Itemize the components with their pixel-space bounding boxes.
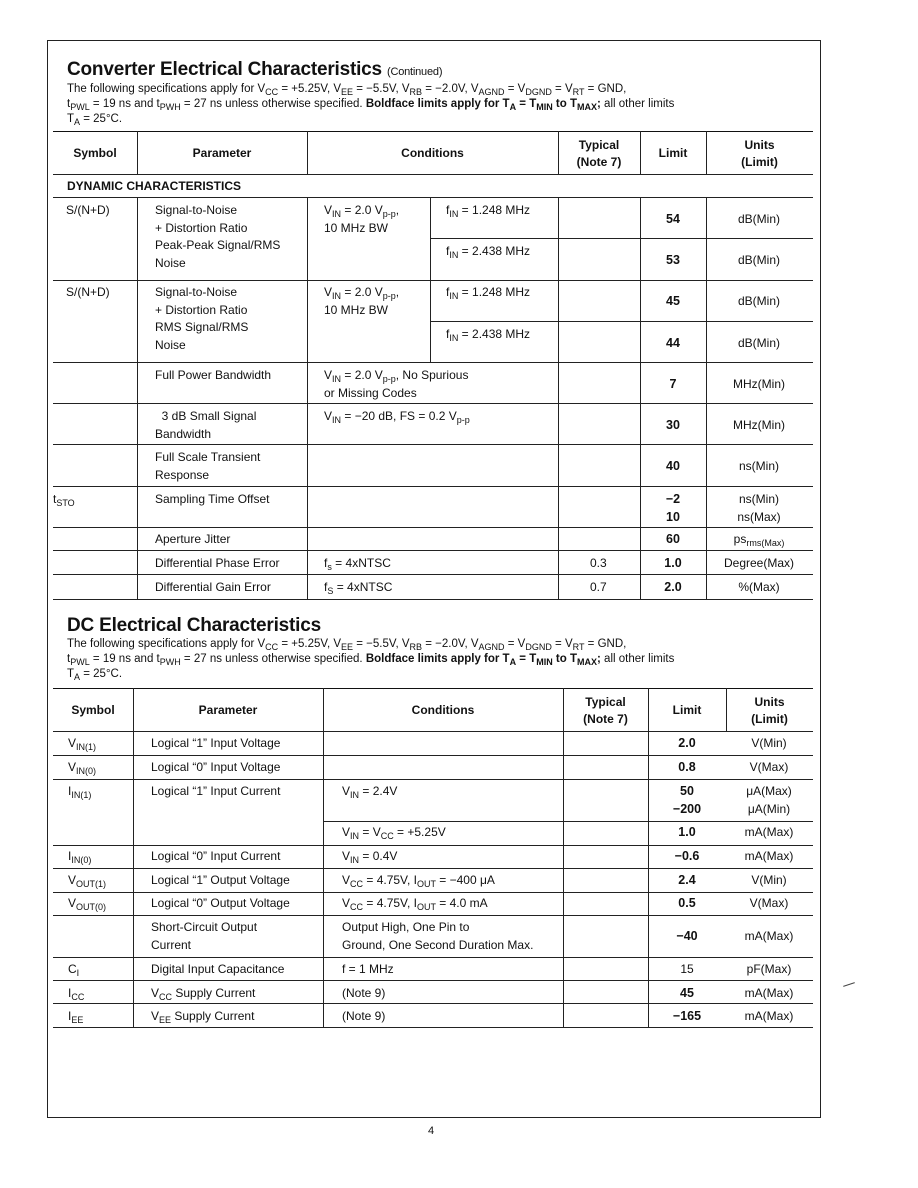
dc-intro: The following specifications apply for $V_{CC} = +5.25V$, $V_{EE} = -5.5V$, $V_{RB} = -2.0V$, $V_{AGND} = V_{DGND} = V_{RT}$ = GND, $t_{PWL} = 19$ ns and $t_{PWH} = 27$ ns unless otherwise specified. Boldface limits apply for $T_A = T_{MIN}$ to $T_{MAX}$; all other limits $T_A = 25^\circ C$. [67,638,675,682]
icc-unit: mA(Max) [744,986,794,1000]
dge-conditions: $f_S$ = 4xNTSC [324,580,393,596]
t2-rule-5 [53,868,813,869]
fpb-unit: MHz(Min) [733,377,785,391]
t2-rule-10 [53,1003,813,1004]
sto-parameter: Sampling Time Offset [155,492,270,506]
fpb-parameter: Full Power Bandwidth [155,368,272,382]
t2-header-units: Units (Limit) [751,695,788,726]
t2-rule-2 [53,779,813,780]
t1-group-rule [53,197,813,198]
t1-header-units: Units (Limit) [741,138,778,169]
icc-limit: 45 [680,986,694,1000]
dge-unit: %(Max) [738,580,780,594]
t2-header-parameter: Parameter [198,703,258,717]
t1-body-div1 [137,197,138,600]
t1-body-div2 [307,197,308,600]
vin0-symbol: $V_{IN(0)}$ [68,760,97,776]
t1-rule-g [53,486,813,487]
vin0-unit: V(Max) [749,760,789,774]
dge-parameter: Differential Gain Error [155,580,271,594]
table2-top-rule [53,688,813,689]
sinad-rms-freq2: $f_{IN} = 2.438$ MHz [446,327,531,343]
vout0-parameter: Logical “0” Output Voltage [151,896,290,910]
ci-typical: 15 [680,962,694,976]
ssb-unit: MHz(Min) [733,418,785,432]
t1-rule-b [53,280,813,281]
t1-rule-a [430,238,813,239]
vout0-symbol: $V_{OUT(0)}$ [68,896,107,912]
fpb-conditions: $V_{IN} = 2.0$ $V_{p-p}$, No Spurious or Missing Codes [324,368,469,400]
sinad-pp-conditions: $V_{IN} = 2.0$ $V_{p-p}$, 10 MHz BW [324,203,400,235]
dpe-limit: 1.0 [664,556,682,570]
fst-limit: 40 [666,459,680,473]
dpe-parameter: Differential Phase Error [155,556,280,570]
fst-unit: ns(Min) [738,459,779,473]
iee-limit: −165 [672,1009,702,1023]
converter-title [67,59,442,81]
t2-header-conditions: Conditions [411,703,475,717]
t2-rule-1 [53,755,813,756]
iin0-symbol: $I_{IN(0)}$ [68,849,92,865]
vin1-symbol: $V_{IN(1)}$ [68,736,97,752]
sto-units: ns(Min) ns(Max) [737,492,781,524]
vout0-condition: $V_{CC} = 4.75V$, $I_{OUT} = 4.0$ mA [342,896,488,912]
sc-unit: mA(Max) [744,929,794,943]
sinad-pp-limit1: 54 [666,212,680,226]
iee-unit: mA(Max) [744,1009,794,1023]
vout1-symbol: $V_{OUT(1)}$ [68,873,107,889]
vin0-parameter: Logical “0” Input Voltage [151,760,281,774]
t1-header-limit: Limit [658,146,688,160]
t2-header-symbol: Symbol [71,703,115,717]
t2-rule-8 [53,957,813,958]
t1-rule-h [53,527,813,528]
t1-header-symbol: Symbol [73,146,117,160]
vout1-condition: $V_{CC} = 4.75V$, $I_{OUT} = -400$ μA [342,873,495,889]
sinad-pp-parameter: Signal-to-Noise + Distortion Ratio Peak-Peak Signal/RMS Noise [155,203,281,270]
sinad-pp-freq2: $f_{IN} = 2.438$ MHz [446,244,531,260]
converter-intro: The following specifications apply for $V_{CC} = +5.25V$, $V_{EE} = -5.5V$, $V_{RB} = -2.0V$, $V_{AGND} = V_{DGND} = V_{RT}$ = GND, $t_{PWL} = 19$ ns and $t_{PWH} = 27$ ns unless otherwise specified. Boldface limits apply for $T_A = T_{MIN}$ to $T_{MAX}$; all other limits $T_A = 25^\circ C$. [67,83,675,127]
aj-parameter: Aperture Jitter [155,532,231,546]
iin1-limits: 50 −200 [672,784,702,816]
ssb-limit: 30 [666,418,680,432]
t2-div1 [133,688,134,1027]
dge-typical: 0.7 [590,580,607,594]
icc-symbol: $I_{CC}$ [68,986,85,1002]
dpe-unit: Degree(Max) [723,556,795,570]
icc-parameter: $V_{CC}$ Supply Current [151,986,256,1002]
aj-unit: $ps_{rms(Max)}$ [733,532,785,548]
dc-title: DC Electrical Characteristics [67,615,321,636]
vout1-parameter: Logical “1” Output Voltage [151,873,290,887]
t2-rule-11 [53,1027,813,1028]
t1-rule-f [53,444,813,445]
sinad-pp-limit2: 53 [666,253,680,267]
sinad-rms-unit1: dB(Min) [737,294,780,308]
sinad-pp-freq1: $f_{IN} = 1.248$ MHz [446,203,531,219]
vout0-unit: V(Max) [749,896,789,910]
table1-top-rule [53,131,813,132]
vin1-unit: V(Min) [751,736,787,750]
sinad-rms-freq1: $f_{IN} = 1.248$ MHz [446,285,531,301]
converter-title-text: Converter Electrical Characteristics [67,59,382,80]
dpe-conditions: $f_s$ = 4xNTSC [324,556,391,572]
vout1-unit: V(Min) [751,873,787,887]
iin0-parameter: Logical “0” Input Current [151,849,281,863]
table1-header-rule [53,174,813,175]
ci-parameter: Digital Input Capacitance [151,962,285,976]
sinad-pp-unit2: dB(Min) [737,253,780,267]
dge-limit: 2.0 [664,580,682,594]
ci-symbol: $C_I$ [68,962,80,978]
t2-header-limit: Limit [672,703,702,717]
ssb-conditions: $V_{IN} = -20$ dB, FS = 0.2 $V_{p-p}$ [324,409,470,425]
iin1-units: μA(Max) μA(Min) [746,784,792,816]
sinad-rms-unit2: dB(Min) [737,336,780,350]
t2-rule-9 [53,980,813,981]
icc-condition: (Note 9) [342,986,386,1000]
t2-rule-3 [323,821,813,822]
continued-label: (Continued) [387,66,443,78]
t2-rule-7 [53,915,813,916]
sinad-rms-limit2: 44 [666,336,680,350]
table2-header-rule [53,731,813,732]
vin1-parameter: Logical “1” Input Voltage [151,736,281,750]
iee-condition: (Note 9) [342,1009,386,1023]
t1-rule-i [53,550,813,551]
fpb-limit: 7 [669,377,677,391]
t1-header-parameter: Parameter [192,146,252,160]
t1-body-div3 [558,197,559,600]
t1-rule-j [53,574,813,575]
page-number: 4 [428,1125,435,1137]
scan-mark [843,982,855,987]
iin0-condition: $V_{IN} = 0.4V$ [342,849,398,865]
t2-div4 [648,688,649,1027]
ci-condition: f = 1 MHz [342,962,394,976]
sto-symbol: $t_{STO}$ [53,492,75,508]
t2-div3 [563,688,564,1027]
dynamic-characteristics-heading: DYNAMIC CHARACTERISTICS [67,179,241,193]
sinad-pp-symbol: S/(N+D) [66,203,110,217]
sto-limits: −2 10 [665,492,681,524]
t2-rule-4 [53,845,813,846]
sc-limit: −40 [676,929,698,943]
t1-rule-d [53,362,813,363]
ssb-parameter: 3 dB Small Signal Bandwidth [155,409,257,441]
aj-limit: 60 [666,532,680,546]
iin1-limit3: 1.0 [678,825,696,839]
t2-rule-6 [53,892,813,893]
iin0-unit: mA(Max) [744,849,794,863]
t1-rule-c [430,321,813,322]
t1-rule-k [53,599,813,600]
sc-parameter: Short-Circuit Output Current [151,920,258,952]
fst-parameter: Full Scale Transient Response [155,450,261,482]
dpe-typical: 0.3 [590,556,607,570]
t2-div2 [323,688,324,1027]
vin1-limit: 2.0 [678,736,696,750]
sinad-rms-symbol: S/(N+D) [66,285,110,299]
vin0-limit: 0.8 [678,760,696,774]
t1-header-typical: Typical (Note 7) [576,138,622,169]
iin0-limit: −0.6 [674,849,700,863]
iee-parameter: $V_{EE}$ Supply Current [151,1009,255,1025]
iin1-unit3: mA(Max) [744,825,794,839]
ci-unit: pF(Max) [746,962,792,976]
sinad-rms-conditions: $V_{IN} = 2.0$ $V_{p-p}$, 10 MHz BW [324,285,400,317]
sinad-rms-parameter: Signal-to-Noise + Distortion Ratio RMS Signal/RMS Noise [155,285,249,352]
iee-symbol: $I_{EE}$ [68,1009,84,1025]
t1-rule-e [53,403,813,404]
sinad-rms-limit1: 45 [666,294,680,308]
vout0-limit: 0.5 [678,896,696,910]
iin1-parameter: Logical “1” Input Current [151,784,281,798]
t2-header-typical: Typical (Note 7) [583,695,628,726]
t1-header-conditions: Conditions [401,146,464,160]
iin1-condition1: $V_{IN} = 2.4V$ [342,784,398,800]
iin1-symbol: $I_{IN(1)}$ [68,784,92,800]
sinad-pp-unit1: dB(Min) [737,212,780,226]
iin1-condition2: $V_{IN} = V_{CC} = +5.25V$ [342,825,446,841]
sc-conditions: Output High, One Pin to Ground, One Second Duration Max. [342,920,534,952]
vout1-limit: 2.4 [678,873,696,887]
